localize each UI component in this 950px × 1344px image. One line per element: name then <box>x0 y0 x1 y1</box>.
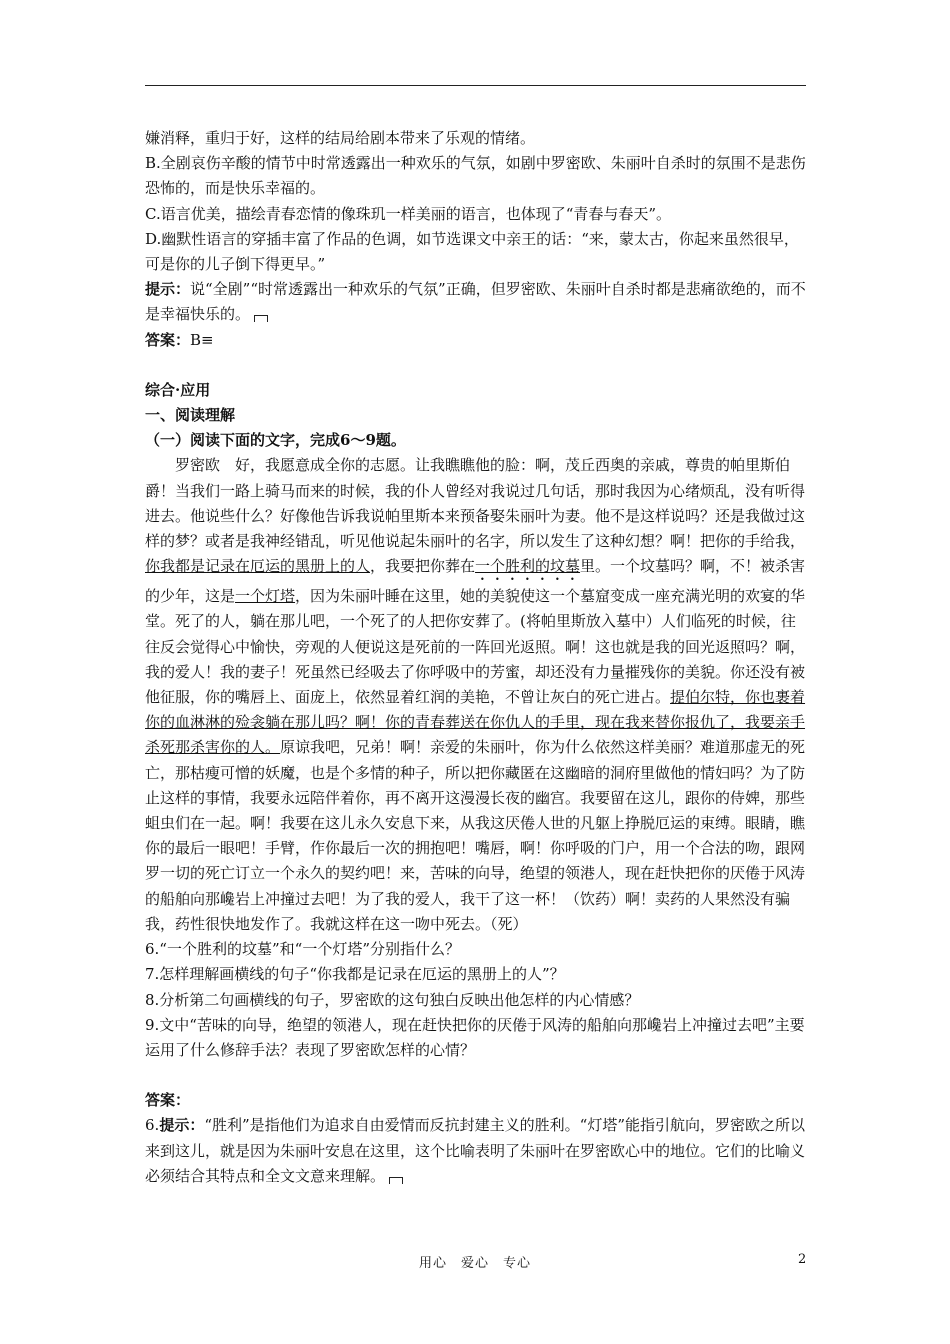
spacer <box>145 1063 809 1088</box>
document-body <box>145 126 809 1189</box>
passage-text-1: 罗密欧 好，我愿意成全你的志愿。让我瞧瞧他的脸：啊，茂丘西奥的亲戚，尊贵的帕里斯伯爵！当我们一路上骑马而来的时候，我的仆人曾经对我说过几句话，那时我因为心绪烦乱，没有听得进去。他说些什么？好像他告诉我说帕里斯本来预备娶朱丽叶为妻。他不是这样说吗？还是我做过这样的梦？或者是我神经错乱，听见他说起朱丽叶的名字，所以发生了这种幻想？啊！把你的手给我， <box>145 456 806 551</box>
answer-6-text: “胜利”是指他们为追求自由爱情而反抗封建主义的胜利。“灯塔”能指引航向，罗密欧之所以来到这儿，就是因为朱丽叶安息在这里，这个比喻表明了朱丽叶在罗密欧心中的地位。它们的比喻义必须结合其特点和全文文意来理解。 <box>145 1116 806 1185</box>
passage-text-4: ，因为朱丽叶睡在这里，她的美貌使这一个墓窟变成一座充满光明的欢宴的华堂。死了的人，躺在那儿吧，一个死了的人把你安葬了。(将帕里斯放入墓中）人们临死的时候，往往反会觉得心中愉快，旁观的人便说这是死前的一阵回光返照。啊！这也就是我的回光返照吗？啊，我的爱人！我的妻子！死虽然已经吸去了你呼吸中的芳蜜，却还没有力量摧残你的美貌。你还没有被他征服，你的嘴唇上、面庞上，依然显着红润的美艳，不曾让灰白的死亡进占。 <box>145 587 806 707</box>
answer-6-number: 6. <box>145 1116 160 1135</box>
answer-text: B≡ <box>190 330 214 349</box>
hint-text: 说“全剧”“时常透露出一种欢乐的气氛”正确，但罗密欧、朱丽叶自杀时都是悲痛欲绝的，而不是幸福快乐的。 <box>145 280 806 324</box>
hint-label: 提示： <box>145 280 191 299</box>
underlined-sentence-2: 提伯尔特，你也裹着你的血淋淋的殓衾躺在那儿吗？啊！你的青春葬送在你仇人的手里，现在我来替你报仇了，我要亲手杀死那杀害你的人。 <box>145 688 806 757</box>
section-title: 综合·应用 <box>145 380 211 399</box>
subsection-title: 一、阅读理解 <box>145 406 236 425</box>
spacer <box>145 353 809 378</box>
hint-paragraph <box>145 277 809 327</box>
dotted-phrase-tomb: 一个胜利的坟墓 <box>475 557 581 576</box>
answer-paragraph <box>145 328 809 353</box>
page-number: 2 <box>798 1252 807 1267</box>
option-a-continuation: 嫌消释，重归于好，这样的结局给剧本带来了乐观的情绪。 <box>145 129 536 147</box>
part-title: （一）阅读下面的文字，完成6～9题。 <box>145 431 406 450</box>
option-d: D.幽默性语言的穿插丰富了作品的色调，如节选课文中亲王的话：“来，蒙太古，你起来虽然很早，可是你的儿子倒下得更早。” <box>145 229 799 274</box>
underlined-sentence-1: 你我都是记录在厄运的黑册上的人 <box>145 557 371 576</box>
header-rule <box>145 85 806 86</box>
passage-text-5: 原谅我吧，兄弟！啊！亲爱的朱丽叶，你为什么依然这样美丽？难道那虚无的死亡，那枯瘦可憎的妖魔，也是个多情的种子，所以把你藏匿在这幽暗的洞府里做他的情妇吗？为了防止这样的事情，我要永远陪伴着你，再不离开这漫漫长夜的幽宫。我要留在这儿，跟你的侍婢，那些蛆虫们在一起。啊！我要在这儿永久安息下来，从我这厌倦人世的凡躯上挣脱厄运的束缚。眼睛，瞧你的最后一眼吧！手臂，作你最后一次的拥抱吧！嘴唇，啊！你呼吸的门户，用一个合法的吻，跟网罗一切的死亡订立一个永久的契约吧！来，苦味的向导，绝望的领港人，现在赶快把你的厌倦于风涛的船舶向那巉岩上冲撞过去吧！为了我的爱人，我干了这一杯！（饮药）啊！卖药的人果然没有骗我，药性很快地发作了。我就这样在这一吻中死去。（死） <box>145 738 806 933</box>
option-c: C.语言优美，描绘青春恋情的像珠玑一样美丽的语言，也体现了“青春与春天”。 <box>145 204 672 223</box>
answer-6-hint-label: 提示： <box>159 1116 205 1135</box>
answers-title: 答案： <box>145 1091 191 1110</box>
footer-motto: 用心 爱心 专心 <box>418 1256 531 1271</box>
edit-mark-icon <box>254 315 268 322</box>
passage-text-2: ，我要把你葬在 <box>370 557 476 576</box>
answer-label: 答案： <box>145 330 191 349</box>
question-8: 8.分析第二句画横线的句子，罗密欧的这句独白反映出他怎样的内心情感？ <box>145 990 640 1009</box>
underlined-phrase-lighthouse: 一个灯塔 <box>235 587 296 606</box>
option-b: B.全剧哀伤辛酸的情节中时常透露出一种欢乐的气氛，如剧中罗密欧、朱丽叶自杀时的氛围不是悲伤恐怖的，而是快乐幸福的。 <box>145 154 806 198</box>
edit-mark-icon <box>389 1177 403 1184</box>
question-6: 6.“一个胜利的坟墓”和“一个灯塔”分别指什么？ <box>145 940 460 959</box>
question-7: 7.怎样理解画横线的句子“你我都是记录在厄运的黑册上的人”？ <box>145 965 565 984</box>
question-9: 9.文中“苦味的向导，绝望的领港人，现在赶快把你的厌倦于风涛的船舶向那巉岩上冲撞过去吧”主要运用了什么修辞手法？表现了罗密欧怎样的心情？ <box>145 1015 805 1059</box>
passage-text-3: 里。一个坟墓吗？啊，不！被杀害的少年，这是 <box>145 557 806 606</box>
answer-6 <box>145 1113 809 1189</box>
reading-passage <box>145 453 809 937</box>
